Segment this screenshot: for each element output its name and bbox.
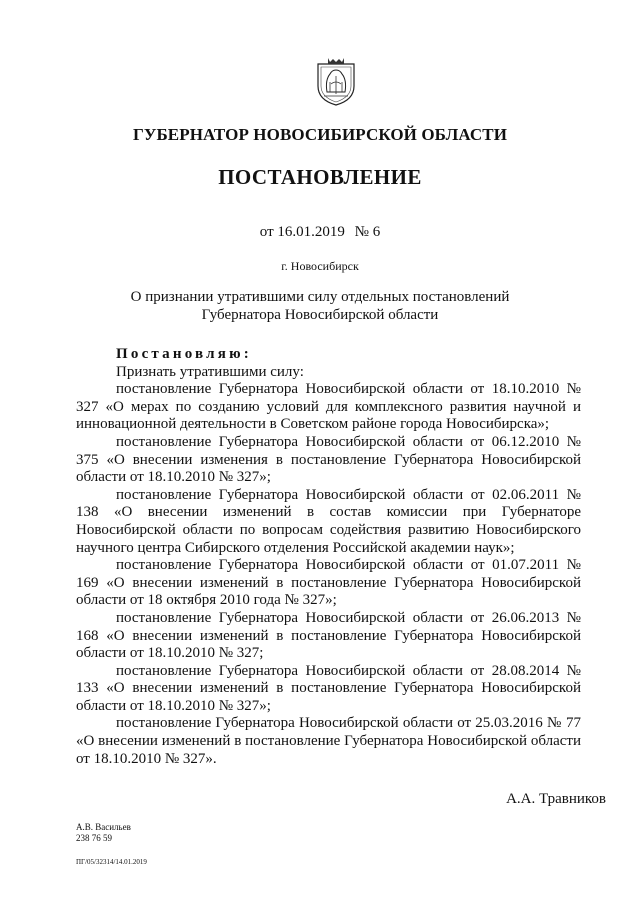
body-item: постановление Губернатора Новосибирской области от 01.07.2011 № 169 «О внесении изменений в постановление Губернатора Новосибирской области от 18 октября 2010 года № 327»; [76,557,581,609]
document-subject [60,288,580,324]
executor-name: А.В. Васильев [76,822,131,832]
document-number: № 6 [354,224,381,240]
document-date: от 16.01.2019 [259,224,345,240]
subject-line: О признании утратившими силу отдельных постановлений [130,289,510,305]
subject-line: Губернатора Новосибирской области [201,307,439,323]
date-number-line [0,224,640,241]
document-type: ПОСТАНОВЛЕНИЕ [218,165,422,189]
body-item: постановление Губернатора Новосибирской области от 18.10.2010 № 327 «О мерах по созданию условий для комплексного развития научной и инновационной деятельности в Советском районе города Новосибирска»; [76,381,581,433]
body-item: постановление Губернатора Новосибирской области от 28.08.2014 № 133 «О внесении изменений в постановление Губернатора Новосибирской области от 18.10.2010 № 327»; [76,662,581,714]
body-intro: Признать утратившими силу: [116,363,304,380]
document-code: ПГ/05/32314/14.01.2019 [76,858,147,866]
body-item: постановление Губернатора Новосибирской области от 06.12.2010 № 375 «О внесении изменения в постановление Губернатора Новосибирской области от 18.10.2010 № 327»; [76,433,581,486]
coat-of-arms-emblem [316,56,356,106]
decree-word: Постановляю: [116,346,252,362]
executor-info [76,822,131,844]
body-item: постановление Губернатора Новосибирской области от 25.03.2016 № 77 «О внесении изменений в постановление Губернатора Новосибирской области от 18.10.2010 № 327». [76,715,581,767]
signature-name: А.А. Травников [506,791,606,807]
city: г. Новосибирск [281,259,359,273]
coat-of-arms-icon [316,56,356,106]
executor-phone: 238 76 59 [76,833,112,843]
body-item: постановление Губернатора Новосибирской области от 02.06.2011 № 138 «О внесении изменений в состав комиссии при Губернаторе Новосибирской области по вопросам содействия развитию Новосибирского научного центра Сибирского отделения Российской академии наук»; [76,486,581,556]
body-item: постановление Губернатора Новосибирской области от 26.06.2013 № 168 «О внесении изменений в постановление Губернатора Новосибирской области от 18.10.2010 № 327; [76,609,581,662]
organization-title: ГУБЕРНАТОР НОВОСИБИРСКОЙ ОБЛАСТИ [132,125,508,144]
document-body [76,346,581,768]
